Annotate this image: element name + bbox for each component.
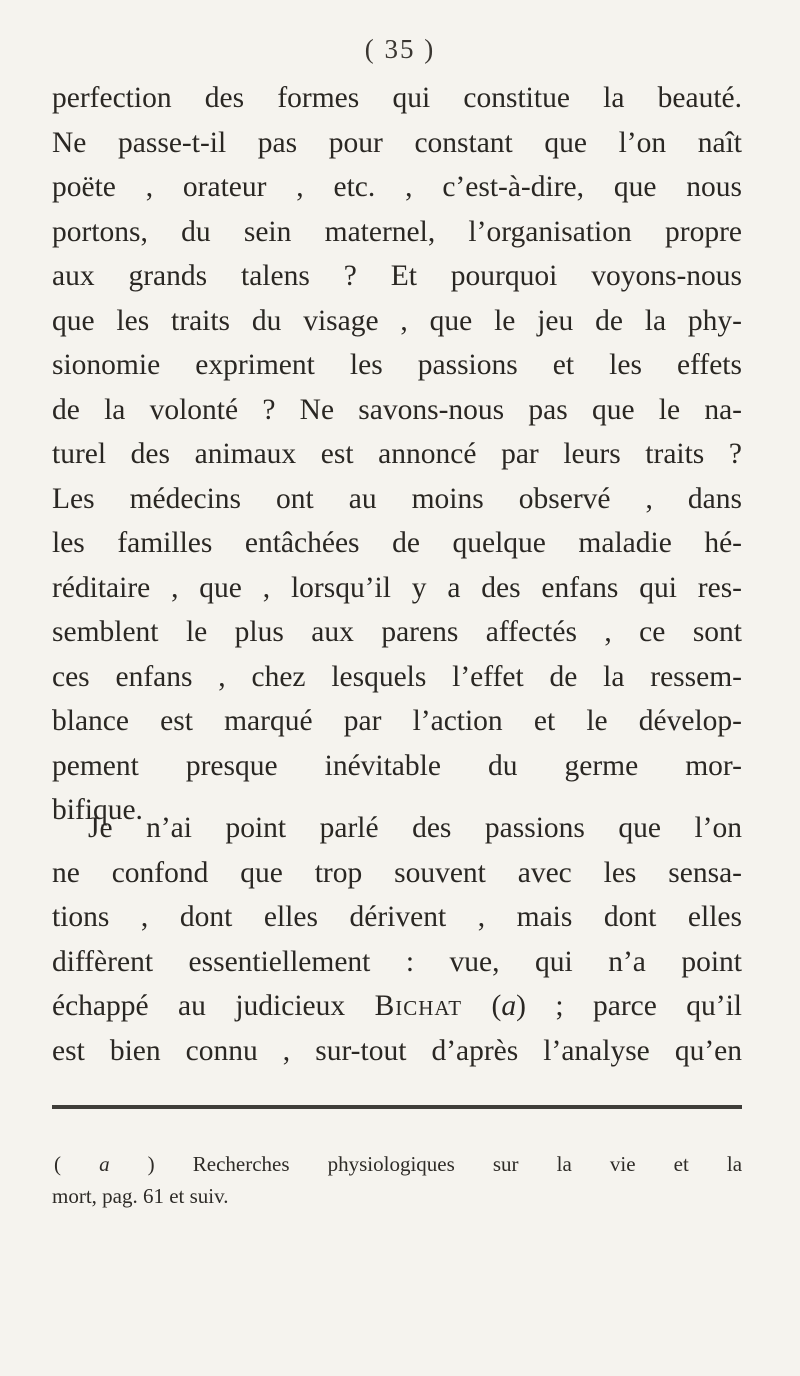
text-line: diffèrent essentiellement : vue, qui n’a point [52, 945, 742, 978]
text-fragment: échappé au judicieux [52, 990, 375, 1022]
text-fragment: ) ; parce qu’il [516, 990, 742, 1022]
text-line: de la volonté ? Ne savons-nous pas que le na- [52, 393, 742, 426]
text-line-with-citation [52, 984, 742, 1029]
text-line: perfection des formes qui constitue la beauté. [52, 82, 742, 114]
footnote-reference: a [501, 990, 517, 1022]
text-line: Je n’ai point parlé des passions que l’on [88, 812, 742, 844]
text-line: tions , dont elles dérivent , mais dont elles [52, 901, 742, 933]
paragraph-2 [52, 806, 742, 1073]
text-line: blance est marqué par l’action et le dévelop- [52, 705, 742, 737]
footnote-marker-close: ) [109, 1152, 155, 1176]
text-line: turel des animaux est annoncé par leurs traits ? [52, 438, 742, 470]
text-line: Les médecins ont au moins observé , dans [52, 482, 742, 515]
text-line: ne confond que trop souvent avec les sensa- [52, 856, 742, 889]
text-line: bifique. [52, 794, 143, 826]
footnote-line: mort, pag. 61 et suiv. [52, 1184, 229, 1208]
text-line: poëte , orateur , etc. , c’est-à-dire, que nous [52, 171, 742, 203]
text-line: est bien connu , sur-tout d’après l’analyse qu’en [52, 1034, 742, 1067]
footnote-marker-open: ( [54, 1152, 100, 1176]
text-line: sionomie expriment les passions et les effets [52, 349, 742, 381]
paragraph-1 [52, 76, 742, 833]
text-line: Ne passe-t-il pas pour constant que l’on naît [52, 126, 742, 159]
footnote-divider [52, 1105, 742, 1109]
footnote-text: Recherches physiologiques sur la vie et la [154, 1152, 742, 1176]
page-number: ( 35 ) [364, 34, 436, 64]
author-name: Bichat [374, 990, 463, 1022]
footnote-line [52, 1148, 742, 1180]
footnote [52, 1148, 742, 1212]
text-line: les familles entâchées de quelque maladie hé- [52, 527, 742, 559]
text-line: semblent le plus aux parens affectés , ce sont [52, 616, 742, 648]
text-line: réditaire , que , lorsqu’il y a des enfans qui res- [52, 571, 742, 604]
text-line: pement presque inévitable du germe mor- [52, 749, 742, 782]
text-fragment: ( [462, 990, 502, 1022]
footnote-marker: a [99, 1152, 110, 1176]
text-line: portons, du sein maternel, l’organisation propre [52, 215, 742, 248]
text-line: que les traits du visage , que le jeu de la phy- [52, 304, 742, 337]
text-line: ces enfans , chez lesquels l’effet de la ressem- [52, 660, 742, 693]
text-line: aux grands talens ? Et pourquoi voyons-nous [52, 260, 742, 292]
